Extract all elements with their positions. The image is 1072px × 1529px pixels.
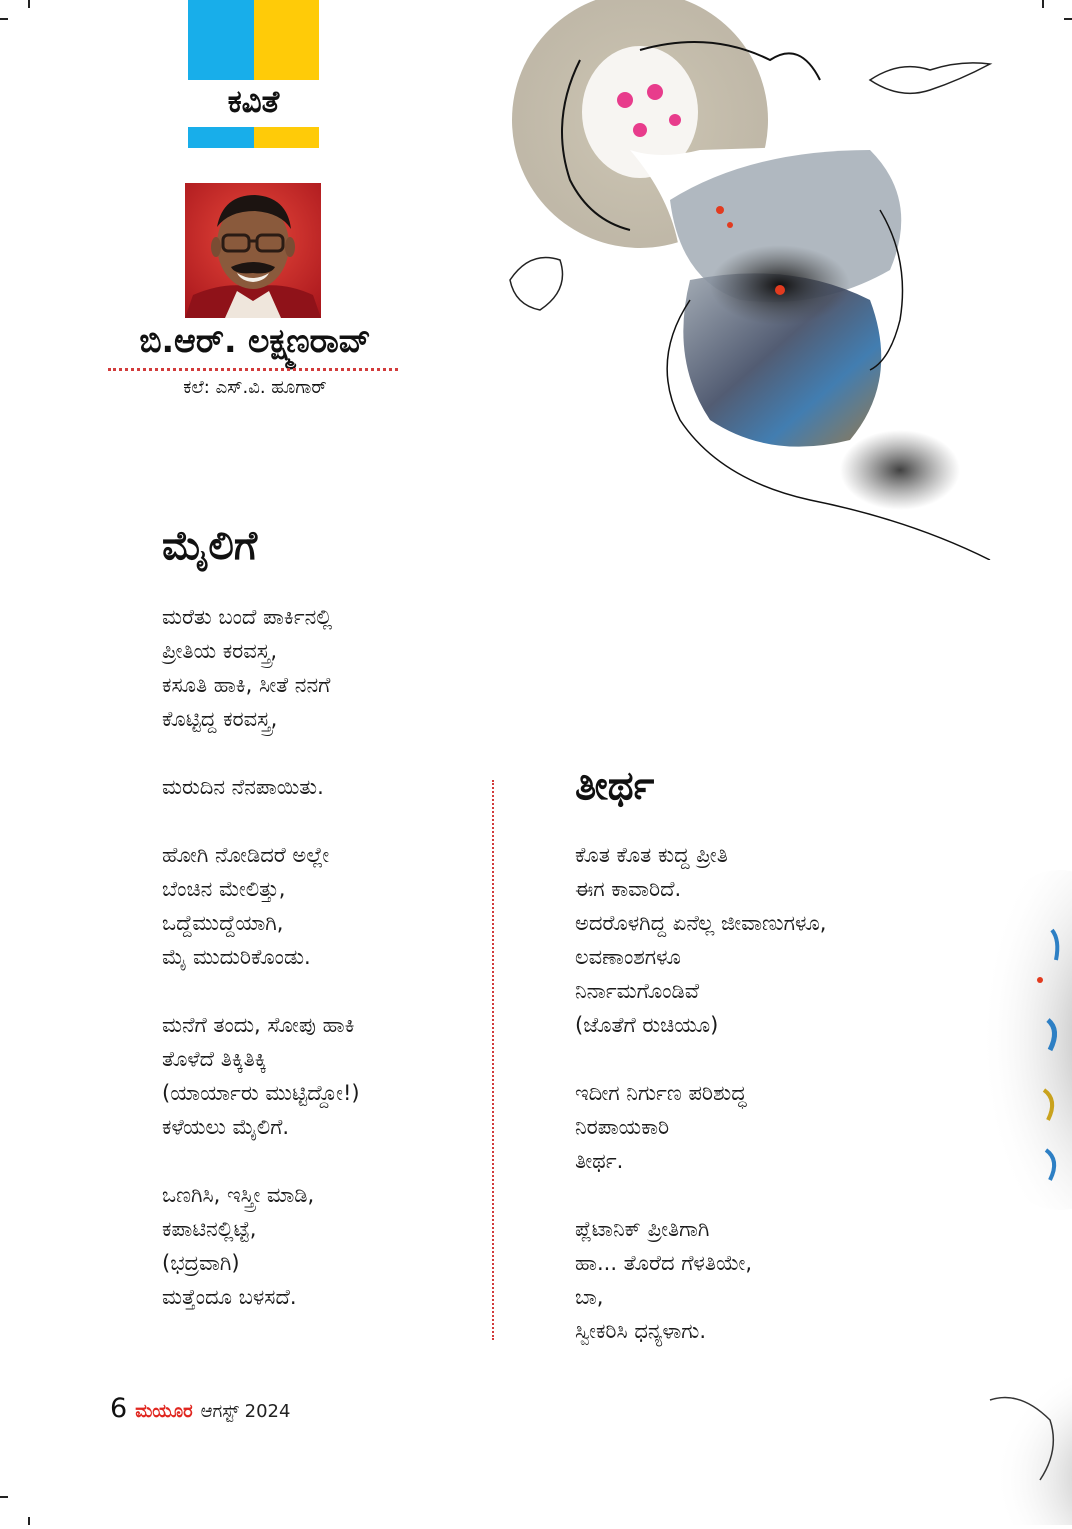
crop-mark	[0, 18, 8, 20]
poem-line: ನಿರ್ನಾಮಗೊಂಡಿವೆ	[575, 979, 700, 1003]
section-label: ಕವಿತೆ	[227, 84, 280, 120]
crop-mark	[0, 1496, 8, 1498]
poem-line: ಮರೆತು ಬಂದೆ ಪಾರ್ಕಿನಲ್ಲಿ	[162, 605, 333, 629]
poem-line: ಒಣಗಿಸಿ, ಇಸ್ತ್ರೀ ಮಾಡಿ,	[162, 1183, 315, 1207]
stanza-break	[162, 804, 360, 838]
column-divider	[492, 780, 494, 1340]
poem-line: ನಿರಪಾಯಕಾರಿ	[575, 1115, 670, 1139]
poem-line: ಕೊತ ಕೊತ ಕುದ್ದ ಪ್ರೀತಿ	[575, 843, 728, 867]
poem-line: ಹಾ... ತೊರೆದ ಗೆಳತಿಯೇ,	[575, 1251, 753, 1275]
poem-line: ಬೆಂಚಿನ ಮೇಲಿತ್ತು,	[162, 877, 286, 901]
name-divider	[108, 368, 398, 371]
poem-line: ತೊಳೆದೆ ತಿಕ್ಕಿತಿಕ್ಕಿ	[162, 1047, 267, 1071]
poem-title: ತೀರ್ಥ	[575, 763, 655, 809]
poem-line: ಕಪಾಟಿನಲ್ಲಿಟ್ಟೆ,	[162, 1217, 257, 1241]
crop-mark	[28, 1517, 30, 1525]
issue-date: ಆಗಸ್ಟ್ 2024	[200, 1401, 291, 1422]
poem-line: ಸ್ವೀಕರಿಸಿ ಧನ್ಯಳಾಗು.	[575, 1319, 706, 1343]
stanza-break	[575, 1178, 826, 1212]
badge-color-block	[188, 127, 254, 148]
poem-line: ತೀರ್ಥ.	[575, 1149, 624, 1173]
poem-line: ಬಾ,	[575, 1285, 604, 1309]
poem-line: ಮತ್ತೆಂದೂ ಬಳಸದೆ.	[162, 1285, 297, 1309]
author-portrait-icon	[185, 183, 321, 318]
poem-line: (ಯಾರ್ಯಾರು ಮುಟ್ಟಿದ್ದೋ!)	[162, 1081, 360, 1105]
poem-line: ಪ್ರೀತಿಯ ಕರವಸ್ತ್ರ,	[162, 639, 278, 663]
poem-line: (ಭದ್ರವಾಗಿ)	[162, 1251, 240, 1275]
poem-line: ಅದರೊಳಗಿದ್ದ ಏನೆಲ್ಲ ಜೀವಾಣುಗಳೂ,	[575, 911, 827, 935]
poem-line: ಕಸೂತಿ ಹಾಕಿ, ಸೀತೆ ನನಗೆ	[162, 673, 331, 697]
stanza-break	[162, 974, 360, 1008]
crop-mark	[1042, 0, 1044, 8]
poem-line: ಈಗ ಕಾವಾರಿದೆ.	[575, 877, 682, 901]
edge-illustration-icon	[950, 1360, 1072, 1525]
badge-color-block	[254, 0, 319, 80]
poem-line: ಮರುದಿನ ನೆನಪಾಯಿತು.	[162, 775, 324, 799]
poem-line: ಕೊಟ್ಟಿದ್ದ ಕರವಸ್ತ್ರ,	[162, 707, 278, 731]
art-credit: ಕಲೆ: ಎಸ್.ವಿ. ಹೂಗಾರ್	[183, 377, 327, 398]
author-name: ಬಿ.ಆರ್. ಲಕ್ಷ್ಮಣರಾವ್	[139, 321, 371, 360]
stanza-break	[162, 1144, 360, 1178]
poem-title: ಮೈಲಿಗೆ	[162, 523, 258, 569]
page-footer	[110, 1393, 290, 1427]
poem-line: ಒದ್ದೆಮುದ್ದೆಯಾಗಿ,	[162, 911, 284, 935]
edge-illustration-icon	[960, 870, 1072, 1210]
poem-line: (ಜೊತೆಗೆ ರುಚಿಯೂ)	[575, 1013, 719, 1037]
poem-illustration-icon	[490, 0, 1010, 560]
poem-line: ಮೈ ಮುದುರಿಕೊಂಡು.	[162, 945, 311, 969]
crop-mark	[1064, 18, 1072, 20]
stanza-break	[575, 1042, 826, 1076]
poem-line: ಮನೆಗೆ ತಂದು, ಸೋಪು ಹಾಕಿ	[162, 1013, 355, 1037]
badge-color-block	[188, 0, 254, 80]
poem-line: ಪ್ಲೆಟಾನಿಕ್ ಪ್ರೀತಿಗಾಗಿ	[575, 1217, 710, 1241]
poem-body	[575, 838, 826, 1348]
poem-line: ಇದೀಗ ನಿರ್ಗುಣ ಪರಿಶುದ್ಧ	[575, 1081, 747, 1105]
section-badge	[188, 0, 319, 148]
magazine-logo: ಮಯೂರ	[135, 1401, 193, 1422]
poem-line: ಹೋಗಿ ನೋಡಿದರೆ ಅಲ್ಲೇ	[162, 843, 330, 867]
poem-line: ಲವಣಾಂಶಗಳೂ	[575, 945, 681, 969]
stanza-break	[162, 736, 360, 770]
poem-line: ಕಳೆಯಲು ಮೈಲಿಗೆ.	[162, 1115, 290, 1139]
page-number: 6	[110, 1393, 128, 1424]
badge-color-block	[254, 127, 319, 148]
crop-mark	[28, 0, 30, 8]
poem-body	[162, 600, 360, 1314]
